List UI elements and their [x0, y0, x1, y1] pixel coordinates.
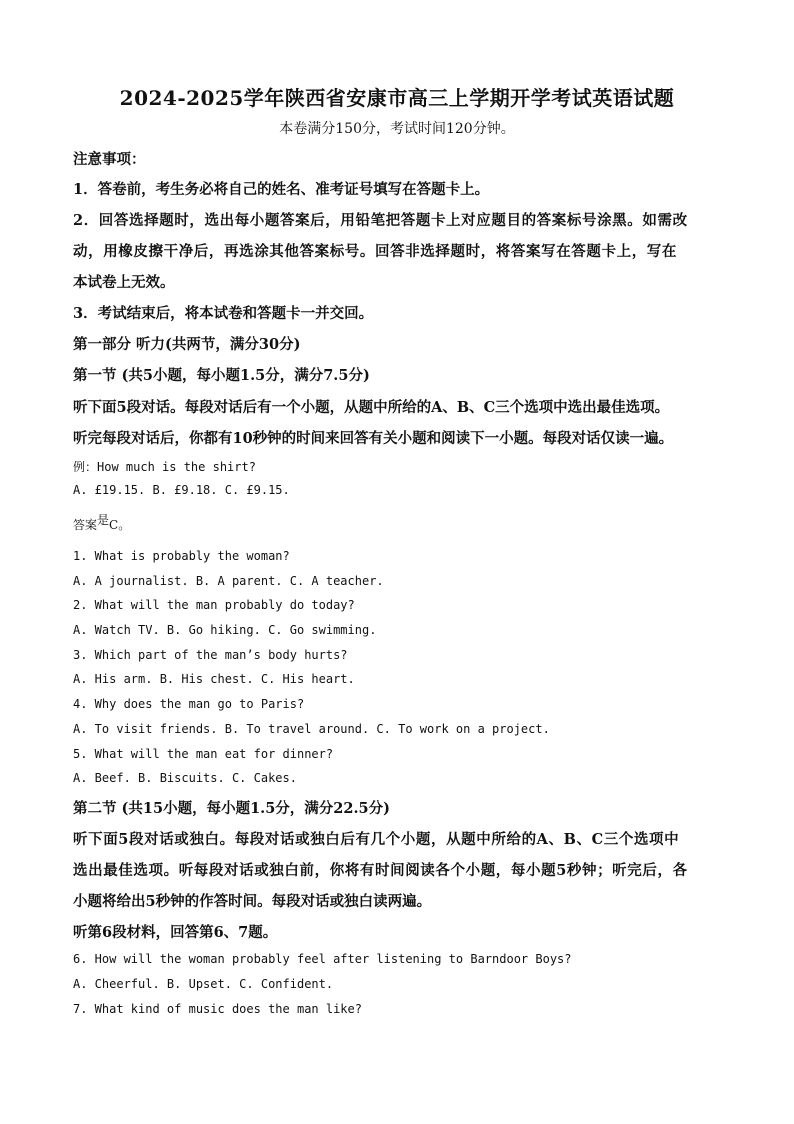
question-1: 1. What is probably the woman? [73, 549, 290, 563]
question-5-options: A. Beef. B. Biscuits. C. Cakes. [73, 771, 297, 785]
example-question: 例：How much is the shirt? [73, 460, 256, 474]
answer-value: C。 [109, 518, 131, 532]
note-item-1: 1．答卷前，考生务必将自己的姓名、准考证号填写在答题卡上。 [73, 181, 490, 198]
part1-heading: 第一部分 听力(共两节，满分30分) [73, 336, 301, 353]
section2-instruction-line-2: 选出最佳选项。听每段对话或独白前，你将有时间阅读各个小题，每小题5秒钟；听完后，各 [73, 862, 688, 879]
example-answer [73, 514, 130, 533]
question-7: 7. What kind of music does the man like? [73, 1002, 362, 1016]
question-3: 3. Which part of the man’s body hurts? [73, 648, 348, 662]
notes-heading: 注意事项： [73, 151, 146, 168]
note-item-2-line-3: 本试卷上无效。 [73, 274, 175, 291]
section2-heading: 第二节 (共15小题，每小题1.5分，满分22.5分) [73, 800, 390, 817]
section2-instruction-line-3: 小题将给出5秒钟的作答时间。每段对话或独白读两遍。 [73, 893, 432, 910]
question-4-options: A. To visit friends. B. To travel around. C. To work on a project. [73, 722, 550, 736]
question-5: 5. What will the man eat for dinner? [73, 747, 334, 761]
question-3-options: A. His arm. B. His chest. C. His heart. [73, 672, 355, 686]
material-6-heading: 听第6段材料，回答第6、7题。 [73, 924, 278, 941]
example-options: A. £19.15. B. £9.18. C. £9.15. [73, 483, 290, 497]
note-item-2-line-2: 动，用橡皮擦干净后，再选涂其他答案标号。回答非选择题时，将答案写在答题卡上，写在 [73, 243, 677, 260]
note-item-2-line-1: 2．回答选择题时，选出每小题答案后，用铅笔把答题卡上对应题目的答案标号涂黑。如需改 [73, 212, 688, 229]
question-1-options: A. A journalist. B. A parent. C. A teacher. [73, 574, 384, 588]
answer-mid: 是 [97, 513, 110, 527]
section2-instruction-line-1: 听下面5段对话或独白。每段对话或独白后有几个小题，从题中所给的A、B、C三个选项中 [73, 831, 680, 848]
section1-heading: 第一节 (共5小题，每小题1.5分，满分7.5分) [73, 367, 370, 384]
question-2: 2. What will the man probably do today? [73, 598, 355, 612]
question-4: 4. Why does the man go to Paris? [73, 697, 305, 711]
question-6-options: A. Cheerful. B. Upset. C. Confident. [73, 977, 334, 991]
question-2-options: A. Watch TV. B. Go hiking. C. Go swimming. [73, 623, 377, 637]
section1-instruction-line-1: 听下面5段对话。每段对话后有一个小题，从题中所给的A、B、C三个选项中选出最佳选项。 [73, 399, 670, 416]
answer-prefix: 答案 [73, 518, 98, 532]
note-item-3: 3．考试结束后，将本试卷和答题卡一并交回。 [73, 305, 374, 322]
page-title: 2024-2025学年陕西省安康市高三上学期开学考试英语试题 [119, 86, 675, 110]
page-subtitle: 本卷满分150分，考试时间120分钟。 [279, 121, 515, 137]
question-6: 6. How will the woman probably feel after listening to Barndoor Boys? [73, 952, 572, 966]
section1-instruction-line-2: 听完每段对话后，你都有10秒钟的时间来回答有关小题和阅读下一小题。每段对话仅读一遍。 [73, 430, 674, 447]
